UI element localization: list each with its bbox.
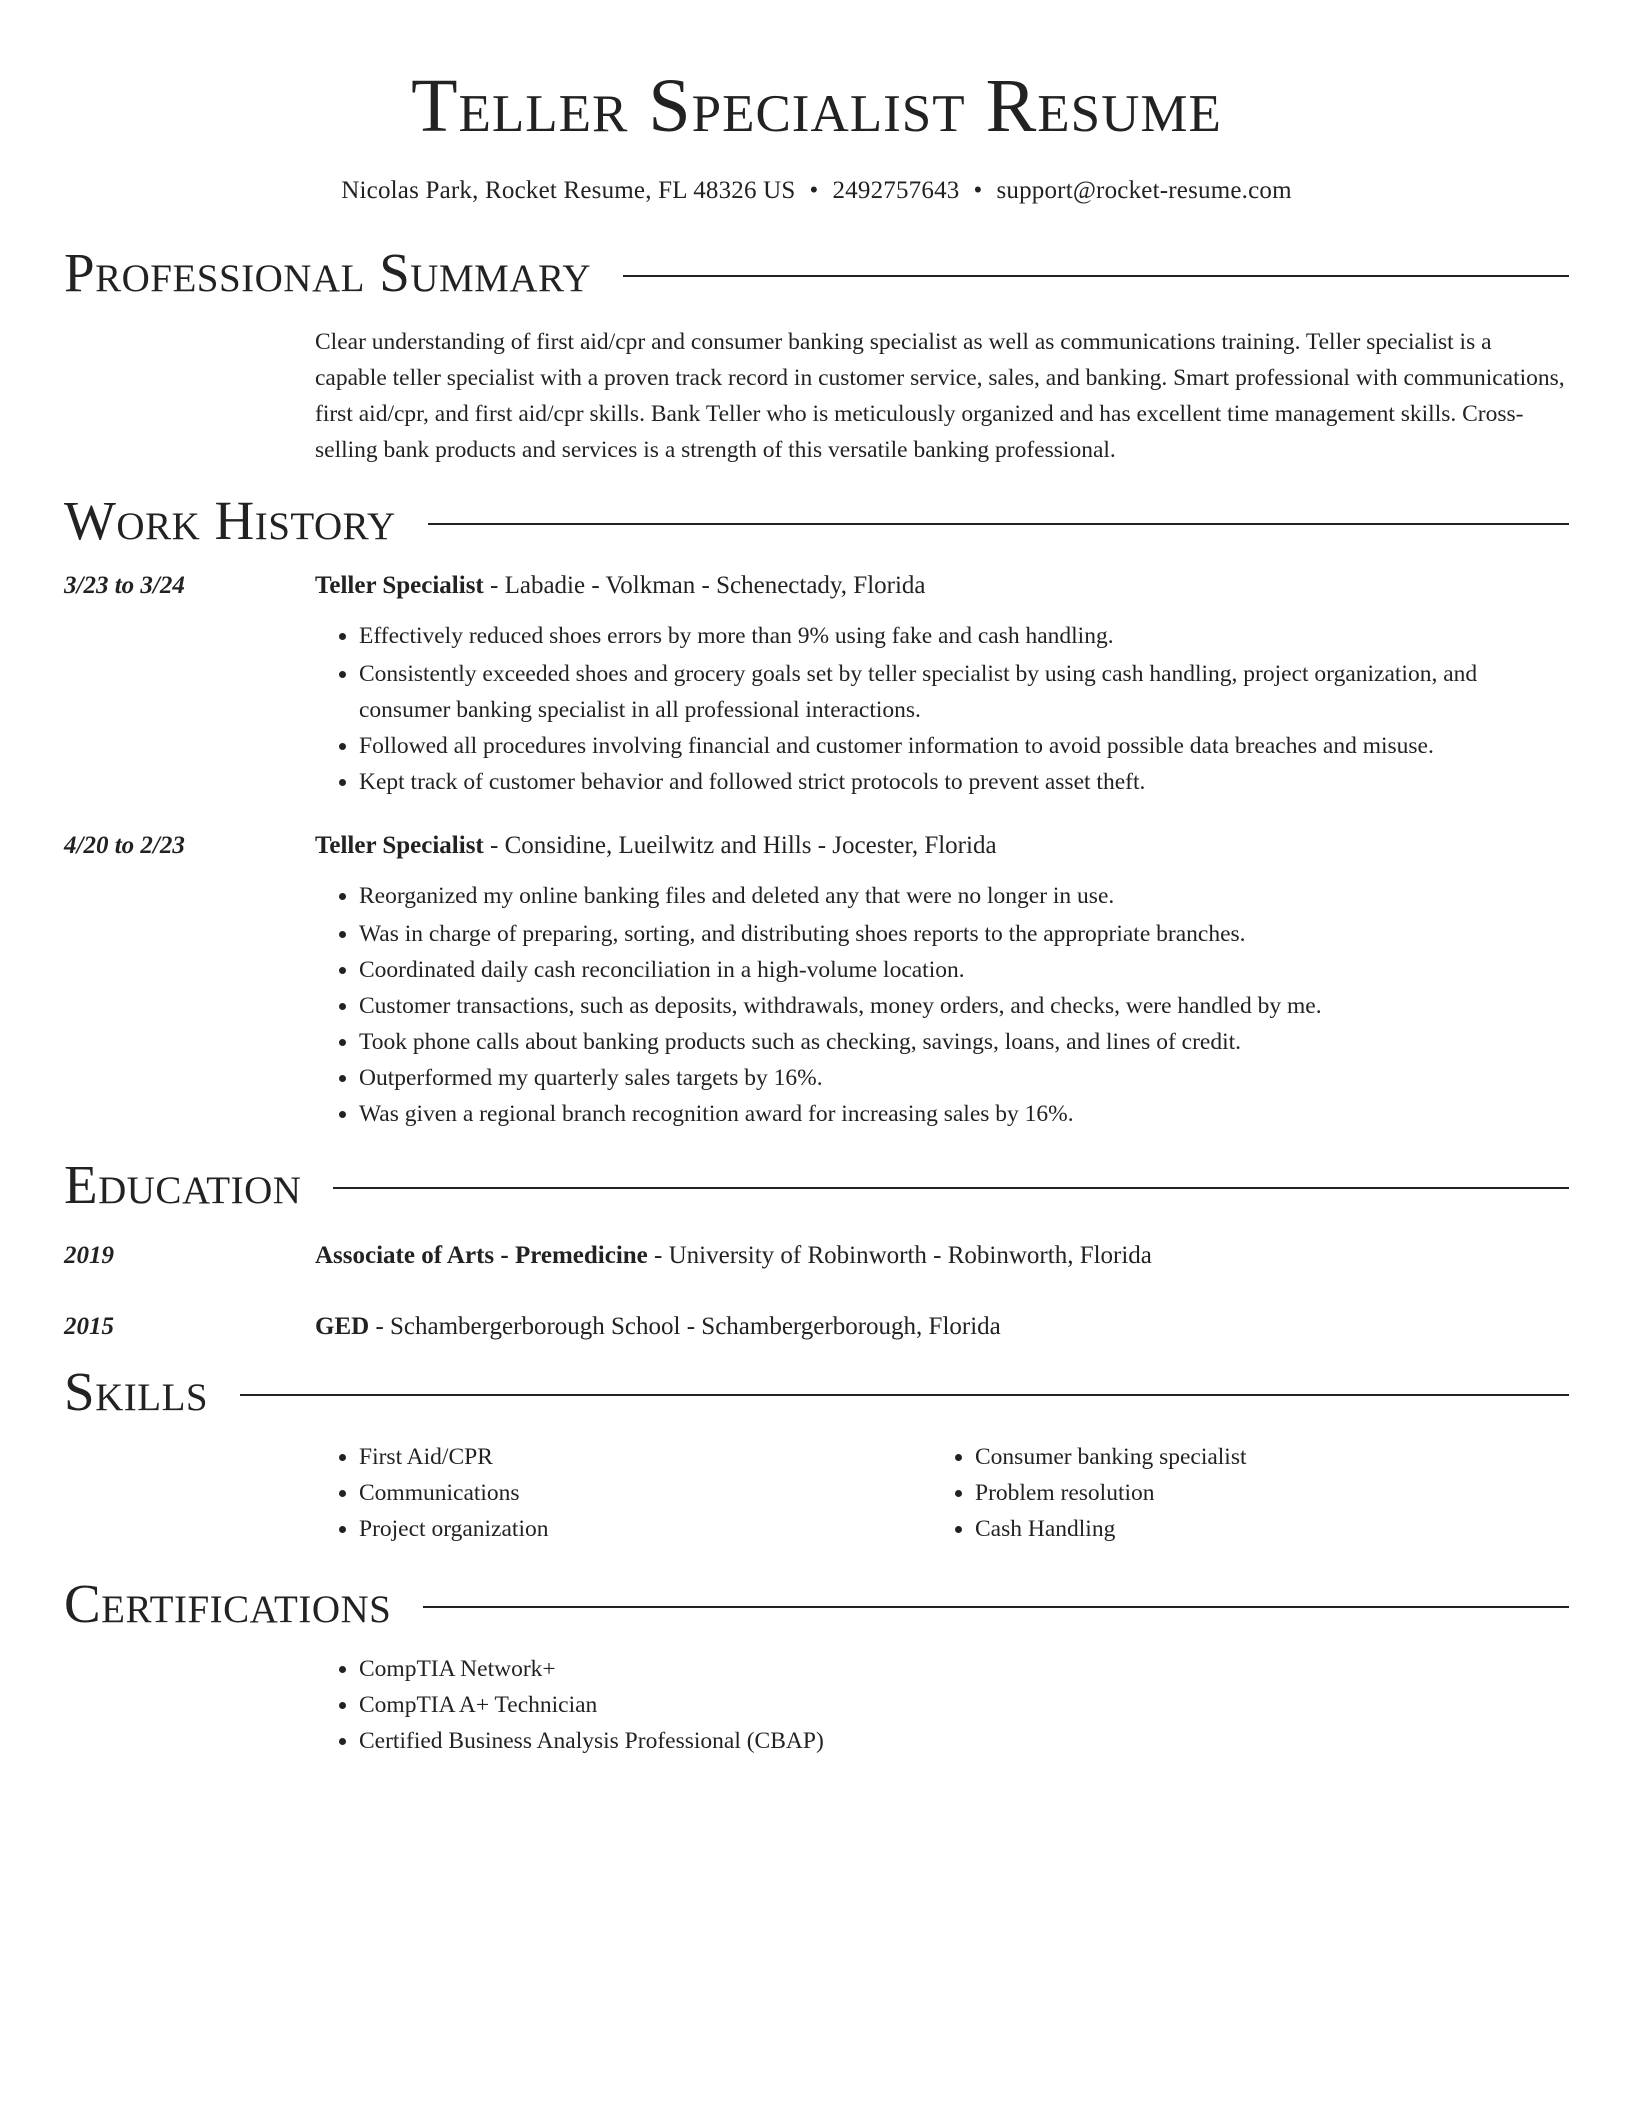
job-bullet: • Was given a regional branch recognition award for increasing sales by 16%.	[359, 1096, 1569, 1132]
skills-list-right	[931, 1439, 1547, 1547]
certification-item: • CompTIA Network+	[359, 1651, 1569, 1687]
section-divider	[423, 1606, 1569, 1608]
job-details: - Labadie - Volkman - Schenectady, Florida	[483, 572, 926, 599]
section-divider	[623, 275, 1569, 277]
job-bullets	[315, 618, 1569, 800]
section-title-certifications: Certifications	[64, 1573, 392, 1634]
section-title-work-history: Work History	[64, 490, 396, 551]
skill-item: • First Aid/CPR	[359, 1439, 931, 1475]
job-heading	[315, 568, 1569, 604]
certifications-spacer	[64, 1637, 315, 1759]
job-bullet: • Effectively reduced shoes errors by more than 9% using fake and cash handling.	[359, 618, 1569, 654]
section-divider	[240, 1394, 1569, 1396]
skills-list-left	[315, 1439, 931, 1547]
contact-separator: •	[809, 177, 819, 204]
job-bullet: • Consistently exceeded shoes and grocery goals set by teller specialist by using cash handling, project organization, and consumer banking specialist in all professional interactions.	[359, 656, 1569, 728]
section-header-work-history	[64, 488, 1569, 554]
section-title-summary: Professional Summary	[64, 242, 592, 303]
resume-title: Teller Specialist Resume	[411, 64, 1222, 148]
job-bullet: • Kept track of customer behavior and followed strict protocols to prevent asset theft.	[359, 764, 1569, 800]
section-title-education: Education	[64, 1154, 302, 1215]
contact-separator: •	[973, 177, 983, 204]
contact-line	[64, 174, 1569, 208]
education-details: - Schambergerborough School - Schambergerborough, Florida	[369, 1313, 1001, 1340]
job-bullet: • Reorganized my online banking files and deleted any that were no longer in use.	[359, 878, 1569, 914]
contact-phone: 2492757643	[832, 177, 960, 204]
certifications-body	[315, 1651, 1569, 1759]
section-divider	[428, 523, 1569, 525]
education-year: 2019	[64, 1242, 114, 1269]
skill-item: • Project organization	[359, 1511, 931, 1547]
education-entry	[64, 1238, 1569, 1274]
section-title-skills: Skills	[64, 1361, 209, 1422]
section-header-education	[64, 1152, 1569, 1218]
summary-spacer	[64, 324, 315, 468]
job-title: Teller Specialist	[315, 572, 484, 599]
education-body	[315, 1238, 1569, 1274]
education-entry	[64, 1309, 1569, 1345]
section-divider	[333, 1187, 1569, 1189]
job-bullet: • Customer transactions, such as deposits, withdrawals, money orders, and checks, were handled by me.	[359, 988, 1569, 1024]
job-dates: 3/23 to 3/24	[64, 572, 185, 599]
job-bullet: • Was in charge of preparing, sorting, and distributing shoes reports to the appropriate branches.	[359, 916, 1569, 952]
contact-email: support@rocket-resume.com	[996, 177, 1292, 204]
job-body	[315, 568, 1569, 800]
certification-item: • Certified Business Analysis Professional (CBAP)	[359, 1723, 1569, 1759]
job-bullet: • Took phone calls about banking products such as checking, savings, loans, and lines of credit.	[359, 1024, 1569, 1060]
certification-item: • CompTIA A+ Technician	[359, 1687, 1569, 1723]
contact-address: Nicolas Park, Rocket Resume, FL 48326 US	[341, 177, 796, 204]
skill-item: • Cash Handling	[975, 1511, 1547, 1547]
section-header-summary	[64, 240, 1569, 306]
skill-item: • Problem resolution	[975, 1475, 1547, 1511]
job-body	[315, 828, 1569, 1132]
certifications-row	[64, 1637, 1569, 1759]
education-details: - University of Robinworth - Robinworth, Florida	[647, 1242, 1152, 1269]
job-dates: 4/20 to 2/23	[64, 832, 185, 859]
summary-row	[64, 324, 1569, 468]
job-bullets	[315, 878, 1569, 1132]
job-bullet: • Outperformed my quarterly sales targets by 16%.	[359, 1060, 1569, 1096]
job-title: Teller Specialist	[315, 832, 484, 859]
skill-item: • Communications	[359, 1475, 931, 1511]
skills-row	[64, 1425, 1569, 1547]
job-entry	[64, 828, 1569, 1132]
job-details: - Considine, Lueilwitz and Hills - Jocester, Florida	[483, 832, 997, 859]
skills-grid	[315, 1439, 1569, 1547]
skill-item: • Consumer banking specialist	[975, 1439, 1547, 1475]
education-body	[315, 1309, 1569, 1345]
job-bullet: • Followed all procedures involving financial and customer information to avoid possible data breaches and misuse.	[359, 728, 1569, 764]
section-header-certifications	[64, 1571, 1569, 1637]
job-entry	[64, 568, 1569, 800]
skills-body	[315, 1425, 1569, 1547]
summary-text: Clear understanding of first aid/cpr and consumer banking specialist as well as communications training. Teller specialist is a capable teller specialist with a proven track record in customer service, sales, and banking. Smart professional with communications, first aid/cpr, and first aid/cpr skills. Bank Teller who is meticulously organized and has excellent time management skills. Cross-selling bank products and services is a strength of this versatile banking professional.	[315, 329, 1565, 463]
education-degree: Associate of Arts - Premedicine	[315, 1242, 648, 1269]
section-header-skills	[64, 1359, 1569, 1425]
education-degree: GED	[315, 1313, 370, 1340]
education-year: 2015	[64, 1313, 114, 1340]
skills-spacer	[64, 1425, 315, 1547]
job-heading	[315, 828, 1569, 864]
job-bullet: • Coordinated daily cash reconciliation in a high-volume location.	[359, 952, 1569, 988]
certifications-list	[315, 1651, 1569, 1759]
